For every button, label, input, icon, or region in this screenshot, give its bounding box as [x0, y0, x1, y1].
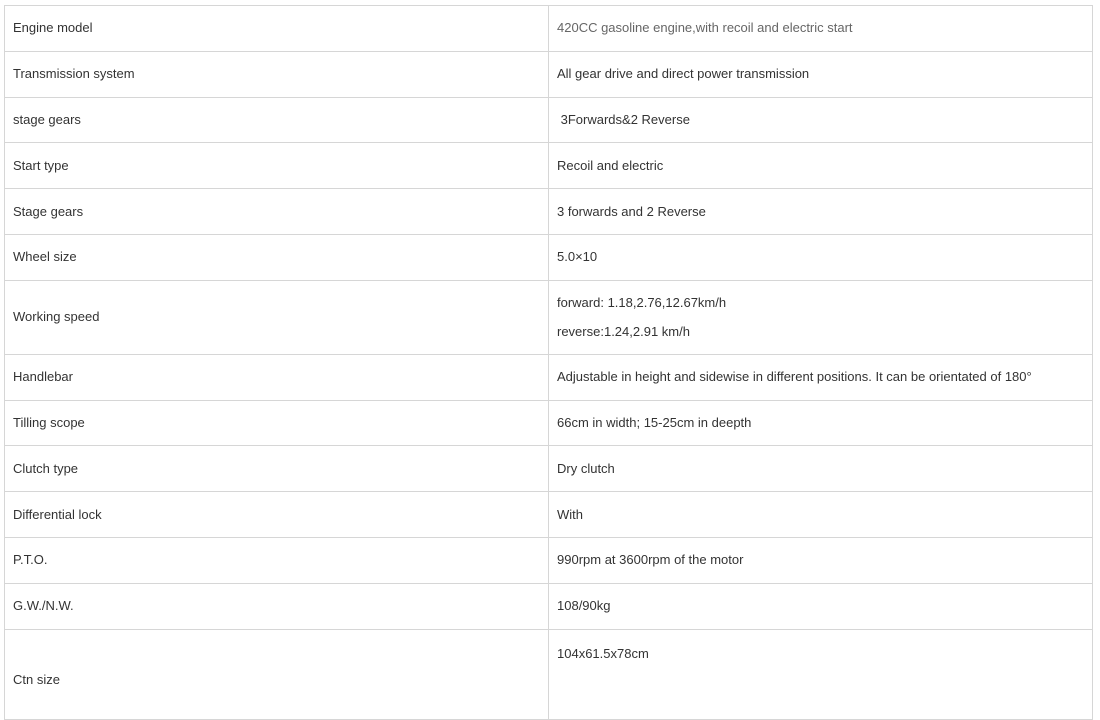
table-row: [5, 354, 1093, 400]
table-row: [5, 51, 1093, 97]
spec-label: Wheel size: [5, 234, 549, 280]
spec-value: 66cm in width; 15-25cm in deepth: [549, 400, 1093, 446]
spec-value-line: forward: 1.18,2.76,12.67km/h: [557, 294, 727, 310]
spec-value: 3Forwards&2 Reverse: [549, 97, 1093, 143]
spec-value: 108/90kg: [549, 583, 1093, 629]
spec-table: [4, 5, 1093, 720]
table-row: [5, 6, 1093, 52]
table-row: [5, 492, 1093, 538]
spec-value: Adjustable in height and sidewise in different positions. It can be orientated of 180°: [549, 354, 1093, 400]
spec-label: Differential lock: [5, 492, 549, 538]
spec-label: Handlebar: [5, 354, 549, 400]
spec-label: Clutch type: [5, 446, 549, 492]
table-row: [5, 234, 1093, 280]
spec-value: Dry clutch: [549, 446, 1093, 492]
spec-label: Ctn size: [5, 629, 549, 719]
table-row: [5, 280, 1093, 354]
spec-value: 990rpm at 3600rpm of the motor: [549, 537, 1093, 583]
spec-value: Recoil and electric: [549, 143, 1093, 189]
spec-value: 5.0×10: [549, 234, 1093, 280]
spec-label: Stage gears: [5, 189, 549, 235]
table-row: [5, 97, 1093, 143]
table-row: [5, 629, 1093, 719]
table-row: [5, 189, 1093, 235]
spec-value: 420CC gasoline engine,with recoil and electric start: [549, 6, 1093, 52]
spec-label: Start type: [5, 143, 549, 189]
spec-label: P.T.O.: [5, 537, 549, 583]
spec-label: Working speed: [5, 280, 549, 354]
table-row: [5, 446, 1093, 492]
spec-label: stage gears: [5, 97, 549, 143]
spec-label: G.W./N.W.: [5, 583, 549, 629]
spec-label: Engine model: [5, 6, 549, 52]
spec-label: Transmission system: [5, 51, 549, 97]
table-row: [5, 583, 1093, 629]
table-row: [5, 537, 1093, 583]
spec-value: With: [549, 492, 1093, 538]
table-row: [5, 143, 1093, 189]
spec-value: 104x61.5x78cm: [549, 629, 1093, 719]
spec-value: 3 forwards and 2 Reverse: [549, 189, 1093, 235]
spec-value: All gear drive and direct power transmission: [549, 51, 1093, 97]
spec-value: [549, 280, 1093, 354]
spec-value-line: reverse:1.24,2.91 km/h: [557, 323, 690, 339]
table-row: [5, 400, 1093, 446]
spec-label: Tilling scope: [5, 400, 549, 446]
